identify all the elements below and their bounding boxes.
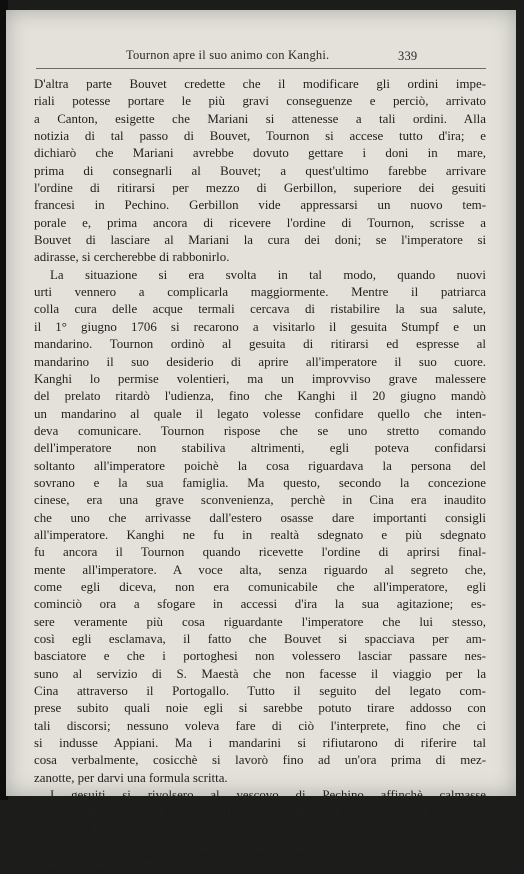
- text-line: colla cura delle acque termali cercava di ristabilire la sua salute,: [34, 302, 487, 317]
- paragraph: [34, 76, 486, 267]
- text-line: Bouvet di lasciare al Mariani la cura dei doni; se l'imperatore si: [34, 233, 487, 248]
- text-line: del prelato ritardò l'udienza, fino che Kanghi il 20 giugno mandò: [34, 389, 486, 404]
- text-line: cinese, era una grave sconvenienza, perchè in Cina era inaudito: [34, 493, 486, 508]
- text-line: dell'imperatore non stabiliva altrimenti, egli poteva confidarsi: [34, 441, 487, 456]
- text-line: che uno che arrivasse dall'estero osasse dare importanti consigli: [34, 510, 486, 525]
- text-line: prese subito quali noie egli si sarebbe potuto tirare addosso con: [34, 701, 486, 716]
- text-line: zanotte, per darvi una formula scritta.: [34, 770, 228, 785]
- text-line: le ire del legato e anche il seguito di Tournon cercò di tranquil-: [34, 805, 487, 820]
- paragraph: [34, 787, 486, 874]
- page-number: 339: [398, 49, 418, 63]
- text-line: a Canton, esigette che Mariani si attenesse a tali ordini. Alla: [34, 111, 486, 126]
- text-line: salvaguardare il servizio della Santa Sede e costrinse il suo rilut-: [34, 840, 487, 855]
- text-line: così egli esclamava, il fatto che Bouvet si spacciava per am-: [34, 632, 487, 646]
- text-line: cosa verbalmente, cosicchè si lavorò fino ad un'ora prima di mez-: [34, 753, 487, 768]
- text-line: urti vennero a complicarla maggiormente. Mentre il patriarca: [34, 285, 486, 300]
- text-line: fu ancora il Tournon quando ricevette l'ordine di aprirsi final-: [34, 545, 486, 560]
- text-line: D'altra parte Bouvet credette che il modificare gli ordini impe-: [34, 77, 486, 91]
- text-line: suno al servizio di S. Maestà che non facesse il viaggio per la: [34, 666, 487, 681]
- text-line: tante cancelliere a mettere i suggelli allo scritto.: [34, 857, 281, 872]
- book-page: [6, 10, 516, 872]
- body-text: [34, 76, 486, 874]
- text-line: dichiarò che Mariani avrebbe dovuto gettare i doni in mare,: [34, 146, 487, 161]
- text-line: lizzarlo. Ma tutto fu vano. Il patriarca rispose che egli doveva: [34, 822, 486, 837]
- text-line: mente all'imperatore. A voce alta, senza riguardo al segreto che,: [34, 562, 486, 577]
- running-header: [6, 48, 516, 66]
- text-line: all'imperatore. Kanghi ne fu in realtà sdegnato e più sdegnato: [34, 527, 486, 542]
- text-line: francesi in Pechino. Gerbillon vide appressarsi un nuovo tem-: [34, 198, 487, 213]
- text-line: il 1° giugno 1706 si recarono a visitarlo il gesuita Stumpf e un: [34, 319, 486, 334]
- text-line: I gesuiti si rivolsero al vescovo di Pechino affinchè calmasse: [50, 788, 487, 803]
- text-line: Cina attraverso il Portogallo. Tutto il seguito del legato com-: [34, 684, 486, 699]
- text-line: basciatore e che i portoghesi non volessero lasciar passare nes-: [34, 649, 487, 664]
- text-line: mandarino il suo desiderio di aprire all'imperatore il suo cuore.: [34, 354, 487, 369]
- text-line: deva comunicare. Tournon rispose che se uno stretto comando: [34, 423, 486, 438]
- text-line: mandarino. Tournon ordinò al gesuita di ritirarsi ed espresse al: [34, 337, 486, 352]
- text-line: soltanto all'imperatore poichè la cosa riguardava la persona del: [34, 458, 486, 473]
- text-line: sere veramente più cosa riguardante l'imperatore che lui stesso,: [34, 614, 487, 629]
- text-line: porale e, prima ancora di ricevere l'ordine di Tournon, scrisse a: [34, 215, 486, 230]
- text-line: riali potesse portare le più gravi conseguenze e perciò, arrivato: [34, 94, 486, 109]
- text-line: sovrano e la sua famiglia. Ma questo, secondo la concezione: [34, 475, 486, 490]
- text-line: La situazione si era svolta in tal modo, quando nuovi: [50, 267, 486, 282]
- text-line: l'ordine di ritirarsi per mezzo di Gerbillon, superiore dei gesuiti: [34, 181, 487, 196]
- running-title: Tournon apre il suo animo con Kanghi.: [126, 48, 330, 62]
- text-line: tali discorsi; nessuno voleva fare di ciò l'interprete, fino che ci: [34, 718, 487, 733]
- text-line: Kanghi lo permise volentieri, ma un improvviso grave malessere: [34, 371, 486, 386]
- text-line: adirasse, si cercherebbe di rabbonirlo.: [34, 250, 230, 265]
- header-rule: [36, 68, 486, 69]
- text-line: come egli diceva, non era comunicabile che all'imperatore, egli: [34, 579, 487, 594]
- text-line: un mandarino al quale il legato volesse confidare quello che inten-: [34, 406, 487, 421]
- paragraph: [34, 267, 486, 787]
- text-line: prima di consegnarli al Bouvet; a quest'ultimo farebbe arrivare: [34, 163, 486, 178]
- text-line: cominciò ora a sfogare in accessi d'ira la sua agitazione; es-: [34, 597, 486, 612]
- text-line: si indusse Appiani. Ma i mandarini si rifiutarono di riferire tal: [34, 736, 486, 751]
- text-line: notizia di tal passo di Bouvet, Tournon si accese tutto d'ira; e: [34, 129, 486, 144]
